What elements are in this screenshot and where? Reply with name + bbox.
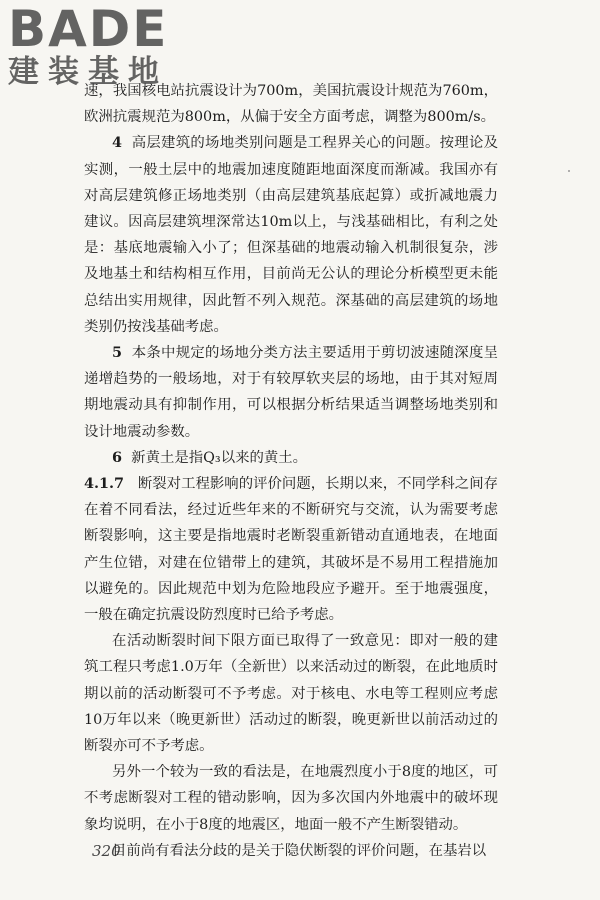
list-item-4 — [84, 130, 498, 340]
item-number: 4 — [112, 134, 123, 152]
paragraph-text: 另外一个较为一致的看法是，在地震烈度小于8度的地区，可不考虑断裂对工程的错动影响，因为多次国内外地震中的破坏现象均说明，在小于8度的地震区，地面一般不产生断裂错动。 — [84, 764, 498, 833]
watermark-logo — [8, 0, 178, 90]
paragraph-text: 在活动断裂时间下限方面已取得了一致意见：即对一般的建筑工程只考虑1.0万年（全新世）以来活动过的断裂，在此地质时期以前的活动断裂可不予考虑。对于核电、水电等工程则应考虑10万年以来（晚更新世）活动过的断裂，晚更新世以前活动过的断裂亦可不予考虑。 — [84, 633, 498, 755]
paragraph-text: 断裂对工程影响的评价问题，长期以来，不同学科之间存在着不同看法，经过近些年来的不断研究与交流，认为需要考虑断裂影响，这主要是指地震时老断裂重新错动直通地表，在地面产生位错，对建在位错带上的建筑，其破坏是不易用工程措施加以避免的。因此规范中划为危险地段应予避开。至于地震强度，一般在确定抗震设防烈度时已给予考虑。 — [84, 476, 498, 624]
logo-text-chinese: 建装基地 — [8, 54, 168, 90]
paragraph — [84, 759, 498, 838]
paragraph — [84, 628, 498, 759]
list-item-5 — [84, 340, 498, 445]
item-number: 6 — [112, 448, 123, 466]
logo-text-bade: BADE — [8, 0, 169, 58]
paragraph-text: 本条中规定的场地分类方法主要适用于剪切波速随深度呈递增趋势的一般场地，对于有较厚软夹层的场地，由于其对短周期地震动具有抑制作用，可以根据分析结果适当调整场地类别和设计地震动参数。 — [84, 345, 498, 440]
item-number: 5 — [112, 344, 123, 362]
paragraph-text: 速，我国核电站抗震设计为700m，美国抗震设计规范为760m，欧洲抗震规范为800m，从偏于安全方面考虑，调整为800m/s。 — [84, 83, 498, 126]
list-item-6 — [84, 445, 498, 471]
scan-speck — [568, 170, 570, 172]
section-number: 4.1.7 — [84, 475, 125, 493]
page-body — [84, 78, 498, 864]
paragraph — [84, 838, 498, 864]
paragraph-text: 高层建筑的场地类别问题是工程界关心的问题。按理论及实测，一般土层中的地震加速度随距地面深度而渐减。我国亦有对高层建筑修正场地类别（由高层建筑基底起算）或折减地震力建议。因高层建筑埋深常达10m以上，与浅基础相比，有利之处是：基底地震输入小了；但深基础的地震动输入机制很复杂，涉及地基土和结构相互作用，目前尚无公认的理论分析模型更未能总结出实用规律，因此暂不列入规范。深基础的高层建筑的场地类别仍按浅基础考虑。 — [84, 135, 498, 335]
paragraph-text: 目前尚有看法分歧的是关于隐伏断裂的评价问题，在基岩以 — [112, 842, 487, 859]
page-number: 320 — [92, 842, 121, 860]
section-4-1-7 — [84, 471, 498, 628]
paragraph-text: 新黄土是指Q₃以来的黄土。 — [131, 449, 308, 466]
